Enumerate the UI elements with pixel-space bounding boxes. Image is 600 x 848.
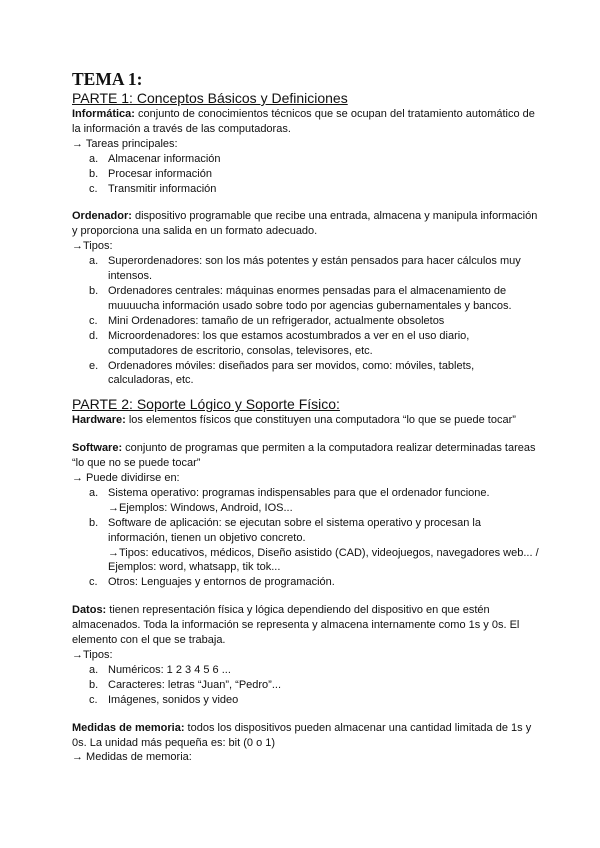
list-item: b. Caracteres: letras “Juan”, “Pedro”... bbox=[89, 678, 282, 691]
ordenador-definition: Ordenador: dispositivo programable que recibe una entrada, almacena y manipula información y proporciona una salida en un formato adecuado. bbox=[72, 210, 538, 238]
list-item: c. Imágenes, sonidos y video bbox=[89, 693, 239, 706]
hardware-definition: Hardware: los elementos físicos que constituyen una computadora “lo que se puede tocar” bbox=[72, 414, 516, 427]
list-item: b. Procesar información bbox=[89, 167, 212, 180]
datos-tipos-list bbox=[72, 663, 542, 708]
software-definition: Software: conjunto de programas que permiten a la computadora realizar determinadas tareas “lo que no se puede tocar” bbox=[72, 442, 536, 470]
medidas-term: Medidas de memoria: bbox=[72, 721, 185, 734]
list-item: c. Otros: Lenguajes y entornos de programación. bbox=[89, 576, 335, 589]
list-item: c. Transmitir información bbox=[89, 182, 217, 195]
informatica-term: Informática: bbox=[72, 108, 135, 120]
part2-heading: PARTE 2: Soporte Lógico y Soporte Físico: bbox=[72, 396, 340, 413]
tareas-label: → Tareas principales: bbox=[72, 137, 178, 150]
medidas-label: → Medidas de memoria: bbox=[72, 751, 192, 764]
list-item: d. Microordenadores: los que estamos acostumbrados a ver en el uso diario, computadores de escritorio, consolas, televisores, etc. bbox=[89, 329, 470, 357]
medidas-definition: Medidas de memoria: todos los dispositivos pueden almacenar una cantidad limitada de 1s y 0s. La unidad más pequeña es: bit (0 o 1) bbox=[72, 721, 532, 749]
informatica-definition: Informática: conjunto de conocimientos técnicos que se ocupan del tratamiento automático de la información a través de las computadoras. bbox=[72, 108, 535, 135]
list-item: a. Sistema operativo: programas indispensables para que el ordenador funcione. →Ejemplos: Windows, Android, IOS... bbox=[72, 486, 542, 516]
datos-term: Datos: bbox=[72, 604, 107, 617]
list-item: a. Superordenadores: son los más potentes y están pensados para hacer cálculos muy intensos. bbox=[89, 255, 521, 283]
list-item: b. Ordenadores centrales: máquinas enormes pensadas para el almacenamiento de muuuucha información usado sobre todo por agencias gubernamentales y bancos. bbox=[89, 284, 512, 312]
software-term: Software: bbox=[72, 442, 123, 455]
software-types-list bbox=[72, 486, 542, 590]
list-item: a. Almacenar información bbox=[89, 152, 221, 165]
part1-heading: PARTE 1: Conceptos Básicos y Definiciones bbox=[72, 90, 348, 106]
datos-definition: Datos: tienen representación física y lógica dependiendo del dispositivo en que estén almacenados. Toda la información se representa y almacena internamente como 1s y 0s. El elemento con el que se trabaja. bbox=[72, 604, 520, 647]
ordenador-tipos-list bbox=[72, 254, 542, 388]
datos-tipos-label: →Tipos: bbox=[72, 649, 113, 661]
document-title: TEMA 1: bbox=[72, 69, 143, 89]
list-item: a. Numéricos: 1 2 3 4 5 6 ... bbox=[89, 663, 231, 676]
document-page bbox=[72, 68, 542, 765]
list-item: b. Software de aplicación: se ejecutan sobre el sistema operativo y procesan la información, tienen un objetivo concreto. →Tipos: educativos, médicos, Diseño asistido (CAD), videojuegos, navegadores web... / Ejemplos: word, whatsapp, tik tok... bbox=[72, 516, 542, 576]
list-item: e. Ordenadores móviles: diseñados para ser movidos, como: móviles, tablets, calculadoras, etc. bbox=[89, 359, 475, 387]
ordenador-term: Ordenador: bbox=[72, 210, 132, 223]
list-item-sub: →Tipos: educativos, médicos, Diseño asistido (CAD), videojuegos, navegadores web... / Ejemplos: word, whatsapp, tik tok... bbox=[108, 546, 539, 574]
tareas-list bbox=[72, 152, 542, 197]
tipos-label: →Tipos: bbox=[72, 240, 113, 253]
list-item-sub: →Ejemplos: Windows, Android, IOS... bbox=[108, 501, 293, 514]
hardware-term: Hardware: bbox=[72, 414, 126, 427]
list-item: c. Mini Ordenadores: tamaño de un refrigerador, actualmente obsoletos bbox=[89, 314, 445, 327]
dividir-label: → Puede dividirse en: bbox=[72, 472, 180, 485]
